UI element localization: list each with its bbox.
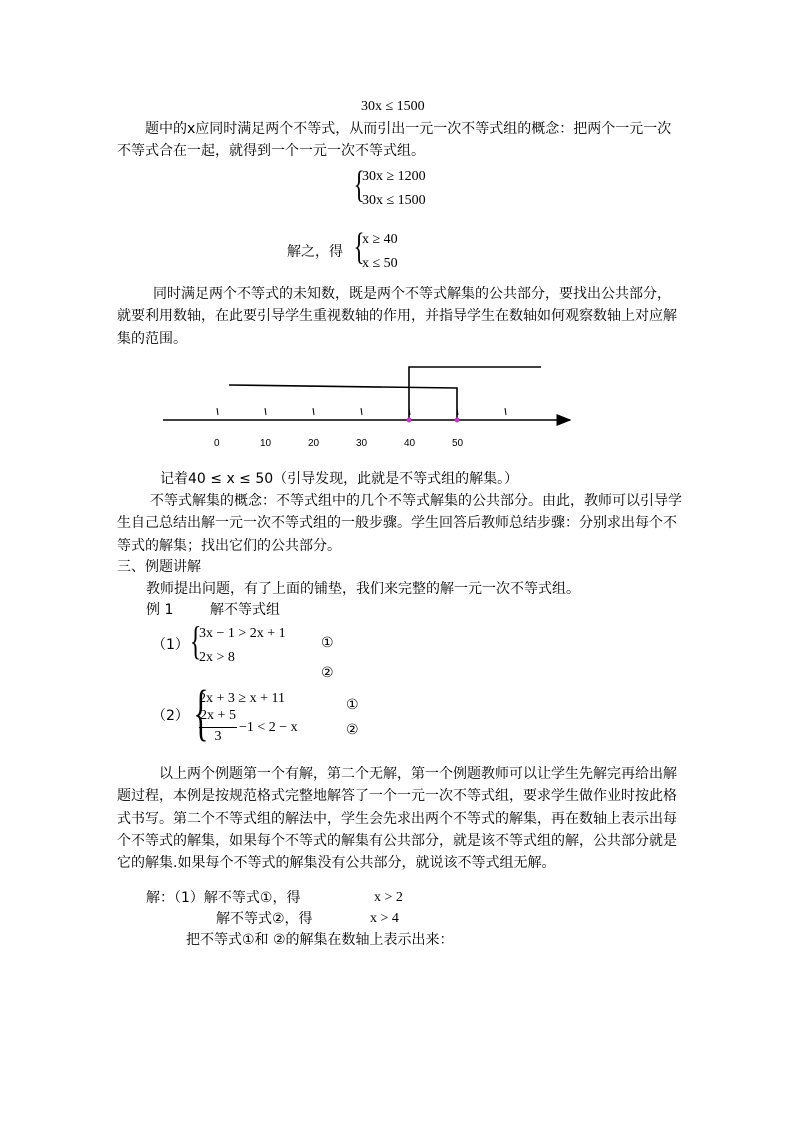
solve-prefix: 解之，得 [287,244,343,260]
intro-paragraph: 教师提出问题，有了上面的铺垫，我们来完整的解一元一次不等式组。 [146,581,580,597]
example-title: 解不等式组 [210,602,280,618]
tick-10 [265,408,266,415]
example-1-line-1: 3x − 1 > 2x + 1 [199,626,286,641]
system-2-line-2: x ≤ 50 [362,256,398,271]
definition-paragraph: 不等式解集的概念：不等式组中的几个不等式解集的公共部分。由此，教师可以引导学生自己总结出解一元一次不等式组的一般步骤。学生回答后教师总结步骤：分别求出每个不等式的解集；找出它们的公共部分。 [117,493,682,554]
number-line-paragraph: 同时满足两个不等式的未知数，既是两个不等式解集的公共部分，要找出公共部分，就要利用数轴，在此要引导学生重视数轴的作用，并指导学生在数轴如何观察数轴上对应解集的范围。 [117,286,677,347]
example-label: 例 1 [146,602,174,618]
tick-label-20: 20 [308,438,320,449]
left-brace: { [353,164,365,206]
solution-line-1: 解：（1）解不等式①，得 [146,890,301,906]
example-2-line-1: 2x + 3 ≥ x + 11 [199,691,285,706]
solution-result-2: x > 4 [370,911,399,926]
tick-label-40: 40 [404,438,416,449]
lower-bound-bracket [409,367,541,420]
example-1-line-2: 2x > 8 [199,650,235,665]
top-inequality: 30x ≤ 1500 [361,99,425,114]
circle-mark-2: ② [321,665,334,681]
tick-30 [361,408,362,415]
section-heading: 三、例题讲解 [117,559,201,575]
example-2-line-2-rest: −1 < 2 − x [239,720,298,735]
example-2-label: （2） [152,708,189,724]
example-1-label: （1） [152,637,189,653]
tick-label-50: 50 [452,438,464,449]
point-50 [455,418,460,423]
circle-mark-1: ① [346,697,359,713]
solution-line-2: 解不等式②，得 [216,911,313,927]
tick-20 [313,408,314,415]
system-1-line-1: 30x ≥ 1200 [362,169,426,184]
final-line: 把不等式①和 ②的解集在数轴上表示出来： [186,932,454,948]
tick-extra [505,408,506,415]
circle-mark-2: ② [346,722,359,738]
fraction-denominator: 3 [214,729,222,744]
number-line-diagram [155,355,585,455]
solution-result-1: x > 2 [374,890,403,905]
tick-label-10: 10 [260,438,272,449]
system-2-line-1: x ≥ 40 [362,232,398,247]
point-40 [407,418,412,423]
circle-mark-1: ① [321,635,334,651]
tick-0 [217,408,218,415]
fraction-numerator: 2x + 5 [200,708,236,723]
upper-bound-bracket [229,385,457,420]
left-brace: { [353,226,365,268]
number-line-tick-labels [214,438,464,449]
discussion-paragraph: 以上两个例题第一个有解，第二个无解，第一个例题教师可以让学生先解完再给出解题过程，本例是按规范格式完整地解答了一个一元一次不等式组，要求学生做作业时按此格式书写。第二个不等式组的解法中，学生会先求出两个不等式的解集，再在数轴上表示出每个不等式的解集，如果每个不等式的解集有公共部分，就是该不等式组的解，公共部分就是它的解集.如果每个不等式的解集没有公共部分，就说该不等式组无解。 [117,766,677,872]
solution-note: 记着40 ≤ x ≤ 50（引导发现，此就是不等式组的解集。） [160,471,519,487]
left-brace: { [193,679,209,747]
tick-label-30: 30 [356,438,368,449]
left-brace: { [189,618,202,663]
number-line-ticks [217,408,506,415]
concept-paragraph: 题中的x应同时满足两个不等式，从而引出一元一次不等式组的概念：把两个一元一次不等式合在一起，就得到一个一元一次不等式组。 [117,121,672,160]
fraction-bar [199,727,237,728]
tick-label-0: 0 [214,438,220,449]
system-1-line-2: 30x ≤ 1500 [362,193,426,208]
